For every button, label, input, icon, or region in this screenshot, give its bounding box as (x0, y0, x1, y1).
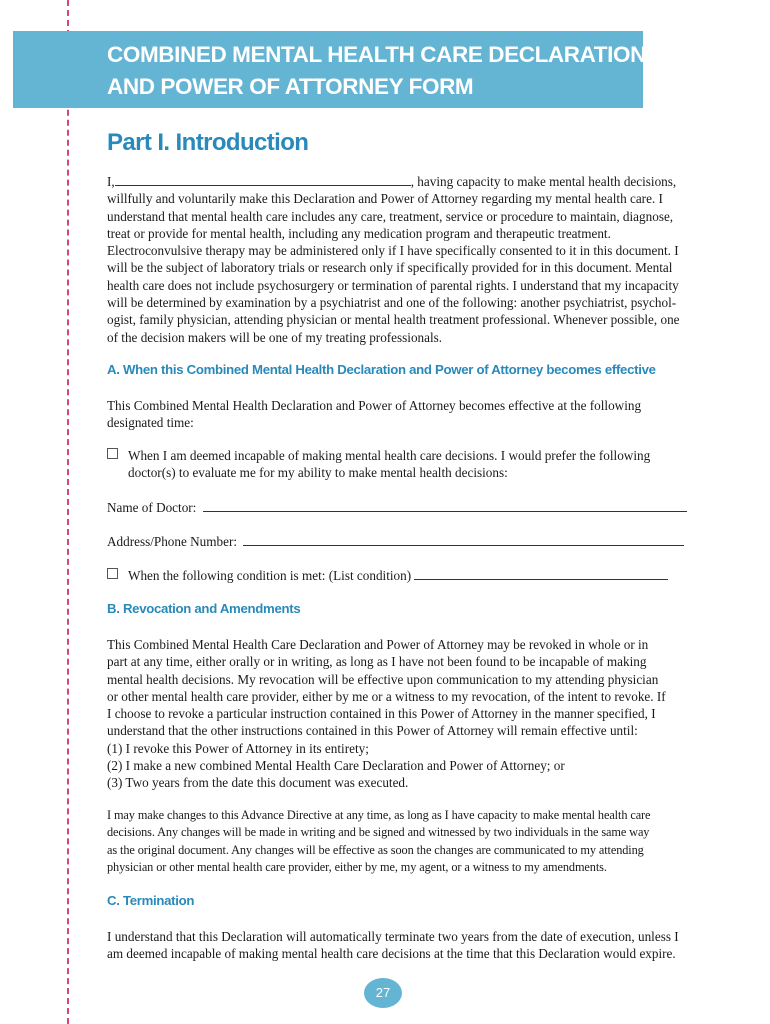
doctor-name-field[interactable] (203, 499, 687, 512)
condition-field[interactable] (414, 567, 668, 580)
declarant-name-field[interactable] (115, 173, 411, 186)
address-phone-label: Address/Phone Number: (107, 534, 238, 549)
option-incapable-row (107, 447, 707, 482)
option-condition-checkbox[interactable] (107, 568, 118, 579)
changes-paragraph: I may make changes to this Advance Directive at any time, as long as I have capacity to make mental health care decisions. Any changes will be made in writing and be signed and witnessed by two individuals in the same way as the original document. Any changes will be effective as soon the changes are communicated to my attending physician or other mental health care provider, either by me, my agent, or a witness to my amendments. (107, 808, 651, 875)
doctor-name-row (107, 499, 687, 516)
section-a-heading: A. When this Combined Mental Health Declaration and Power of Attorney becomes effective (107, 362, 656, 377)
form-title-line-1: COMBINED MENTAL HEALTH CARE DECLARATION (107, 42, 646, 67)
option-condition-text: When the following condition is met: (List condition) (128, 567, 707, 584)
section-b-heading: B. Revocation and Amendments (107, 601, 301, 616)
margin-dashed-line (67, 0, 69, 1024)
intro-prefix: I, (107, 174, 115, 189)
section-b-paragraph: This Combined Mental Health Care Declaration and Power of Attorney may be revoked in whole or in part at any time, either orally or in writing, as long as I have not been found to be incapable of making mental health decisions. My revocation will be effective upon communication to my attending physician or other mental health care provider, either by me or a witness to my revocation, of the intent to revoke. If I choose to revoke a particular instruction contained in this Power of Attorney in the manner specified, I understand that the other instructions contained in this Power of Attorney will remain effective until: (1) I revoke this Power of Attorney in its entirety; (2) I make a new combined Mental Health Care Declaration and Power of Attorney; or (3) Two years from the date this document was executed. (107, 637, 666, 791)
section-a-paragraph: This Combined Mental Health Declaration and Power of Attorney becomes effective at the following designated time: (107, 398, 642, 431)
intro-first-line: I, , having capacity to make mental health decisions, (107, 174, 677, 189)
address-phone-row (107, 533, 684, 550)
option-condition-row (107, 567, 707, 584)
address-phone-field[interactable] (243, 533, 684, 546)
intro-paragraph: I, , having capacity to make mental health decisions, willfully and voluntarily make this Declaration and Power of Attorney regarding my mental health care. I understand that mental health care includes any care, treatment, service or procedure to maintain, diagnose, treat or provide for mental health, including any medication program and therapeutic treatment. Electroconvulsive therapy may be administered only if I have specifically consented to it in this document. I will be the subject of laboratory trials or research only if specifically provided for in this document. Mental health care does not include psychosurgery or termination of parental rights. I understand that my incapacity will be determined by examination by a psychiatrist and one of the following: another psychiatrist, psychol- ogist, family physician, attending physician or mental health treatment professional. Whenever possible, one of the decision makers will be one of my treating professionals. (107, 173, 707, 346)
part-1-heading: Part I. Introduction (107, 129, 309, 156)
section-c-paragraph: I understand that this Declaration will automatically terminate two years from the date of execution, unless I am deemed incapable of making mental health care decisions at the time that this Declaration would expire. (107, 929, 679, 962)
option-incapable-checkbox[interactable] (107, 448, 118, 459)
form-title-line-2: AND POWER OF ATTORNEY FORM (107, 74, 474, 99)
doctor-name-label: Name of Doctor: (107, 500, 197, 515)
section-c-heading: C. Termination (107, 893, 195, 908)
page-number-badge: 27 (364, 978, 402, 1008)
option-incapable-text: When I am deemed incapable of making mental health care decisions. I would prefer the following doctor(s) to evaluate me for my ability to make mental health decisions: (128, 448, 651, 481)
form-title (107, 39, 646, 103)
